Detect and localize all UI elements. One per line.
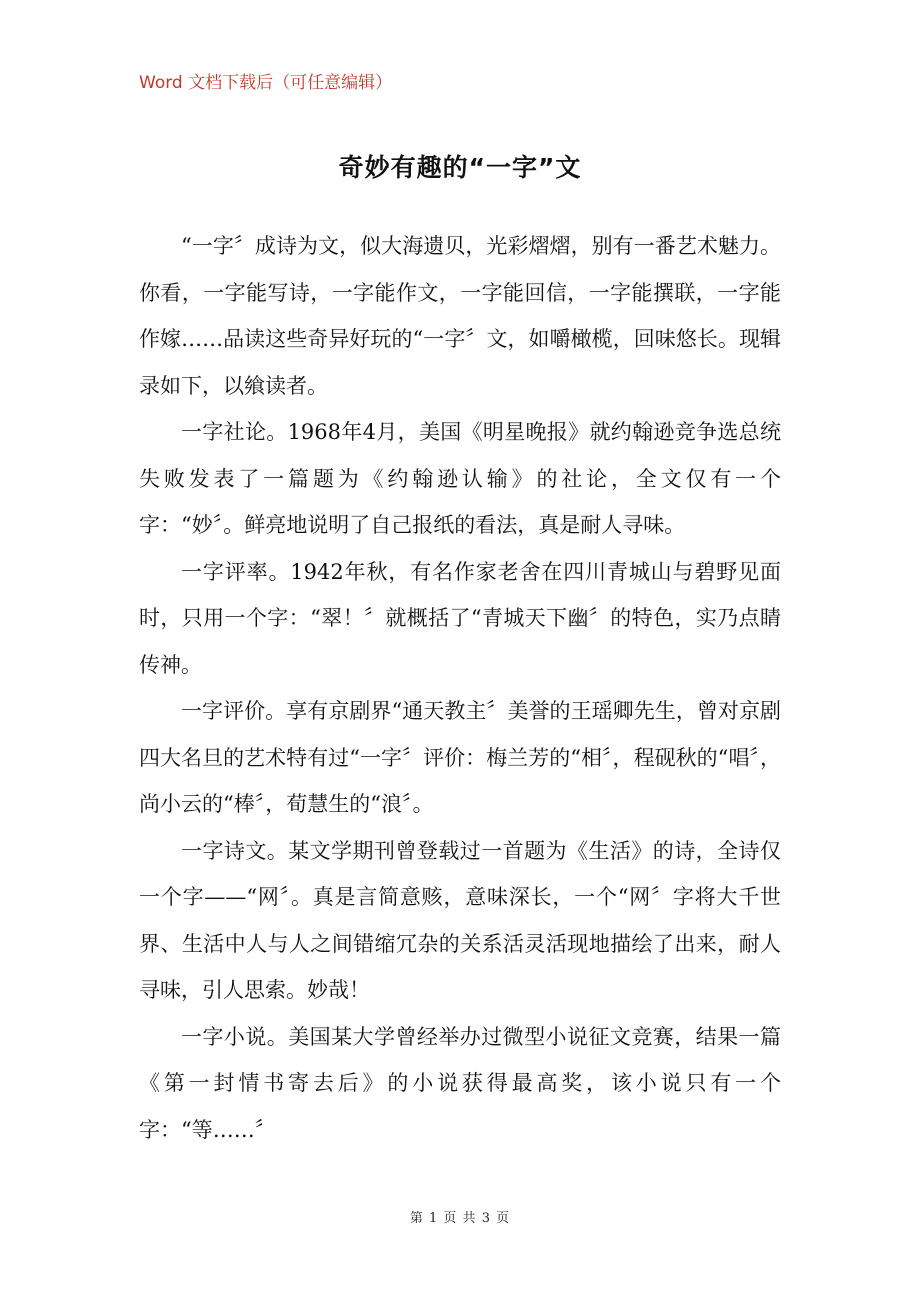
paragraph-novel: 一字小说。美国某大学曾经举办过微型小说征文竞赛，结果一篇《第一封情书寄去后》的小说获得最高奖，该小说只有一个字：“等……〞 [139, 1024, 781, 1142]
paragraph-comment: 一字评率。1942年秋，有名作家老舍在四川青城山与碧野见面时，只用一个字：“翠！〞就概括了“青城天下幽〞的特色，实乃点睛传神。 [139, 559, 781, 677]
document-title: 奇妙有趣的“一字”文 [338, 153, 582, 182]
paragraph-intro: “一字〞成诗为文，似大海遗贝，光彩熠熠，别有一番艺术魅力。你看，一字能写诗，一字能作文，一字能回信，一字能撰联，一字能作嫁……品读这些奇异好玩的“一字〞文，如嚼橄榄，回味悠长。现辑录如下，以飨读者。 [139, 234, 781, 398]
download-header-note: Word 文档下载后（可任意编辑） [139, 73, 393, 93]
paragraph-editorial: 一字社论。1968年4月，美国《明星晚报》就约翰逊竞争选总统失败发表了一篇题为《约翰逊认输》的社论，全文仅有一个字：“妙〞。鲜亮地说明了自己报纸的看法，真是耐人寻味。 [139, 420, 781, 537]
page-footer: 第 1 页 共 3 页 [409, 1211, 511, 1226]
document-body [139, 223, 781, 1153]
paragraph-poem: 一字诗文。某文学期刊曾登载过一首题为《生活》的诗，全诗仅一个字——“网〞。真是言简意赅，意味深长，一个“网〞字将大千世界、生活中人与人之间错缩冗杂的关系活灵活现地描绘了出来，耐人寻味，引人思索。妙哉！ [139, 838, 781, 1002]
paragraph-evaluation: 一字评价。享有京剧界“通天教主〞美誉的王瑶卿先生，曾对京剧四大名旦的艺术特有过“一字〞评价：梅兰芳的“相〞，程砚秋的“唱〞，尚小云的“棒〞，荀慧生的“浪〞。 [139, 699, 781, 816]
